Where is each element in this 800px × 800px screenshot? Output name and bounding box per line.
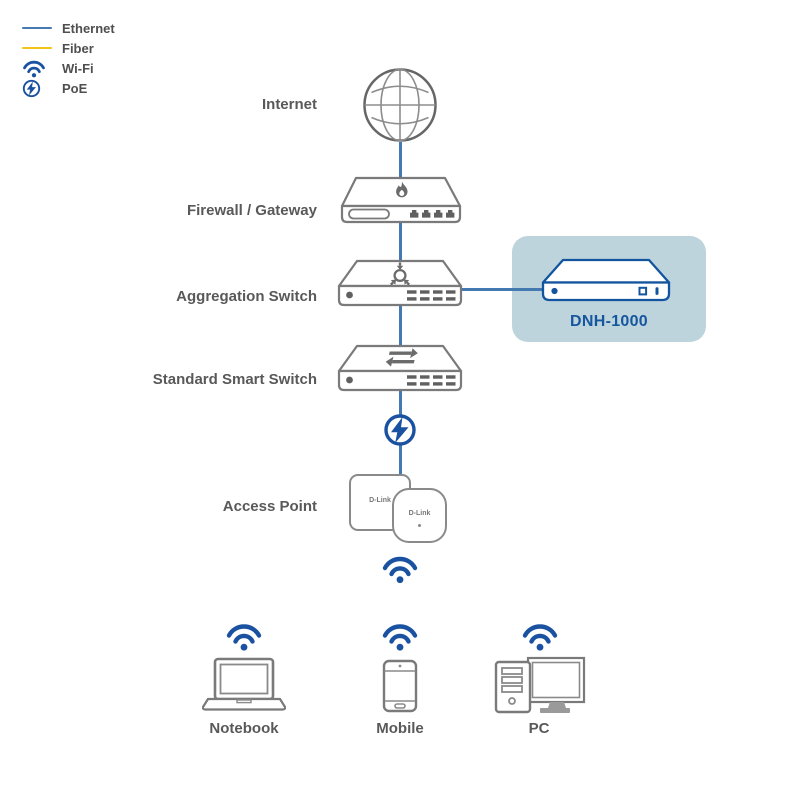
mobile-label: Mobile <box>376 720 424 737</box>
fiber-line-swatch <box>22 47 52 50</box>
access-point-label: Access Point <box>222 498 317 515</box>
firewall-label: Firewall / Gateway <box>186 202 317 219</box>
smart-switch-device <box>337 344 463 392</box>
legend-label-poe: PoE <box>62 80 88 96</box>
dlink-logo: D-Link <box>408 510 431 517</box>
dnh-1000-label: DNH-1000 <box>570 313 648 330</box>
legend-label-ethernet: Ethernet <box>62 20 115 36</box>
globe-icon <box>362 67 438 143</box>
poe-icon <box>22 79 41 98</box>
legend-label-fiber: Fiber <box>62 40 94 56</box>
ethernet-line-swatch <box>22 27 52 30</box>
phone-icon <box>382 659 418 713</box>
legend-item-poe <box>22 78 87 98</box>
poe-bolt-icon <box>383 413 417 447</box>
firewall-device <box>340 176 462 224</box>
ethernet-link-aggregation-dnh <box>461 288 545 291</box>
pc-label: PC <box>528 720 550 737</box>
legend-item-ethernet <box>22 18 115 38</box>
desktop-pc-icon <box>494 654 586 714</box>
notebook-label: Notebook <box>209 720 279 737</box>
internet-label: Internet <box>261 96 317 113</box>
wifi-down-icon <box>381 554 419 584</box>
legend-item-fiber <box>22 38 94 58</box>
ethernet-link-internet-firewall <box>399 142 402 178</box>
access-point-device-front <box>392 488 447 543</box>
laptop-icon <box>202 657 286 713</box>
wifi-icon <box>521 622 559 651</box>
access-point-led <box>418 524 421 527</box>
dnh-1000-device <box>540 258 672 303</box>
smart-switch-label: Standard Smart Switch <box>152 371 317 388</box>
wifi-icon <box>225 622 263 651</box>
dlink-logo: D-Link <box>369 497 391 504</box>
ethernet-link-aggregation-switch <box>399 305 402 347</box>
aggregation-switch-device <box>337 259 463 307</box>
ethernet-link-firewall-aggregation <box>399 222 402 262</box>
legend-item-wifi <box>22 58 94 78</box>
wifi-icon <box>22 59 46 78</box>
wifi-icon <box>381 622 419 651</box>
aggregation-switch-label: Aggregation Switch <box>176 288 317 305</box>
legend-label-wifi: Wi-Fi <box>62 60 94 76</box>
